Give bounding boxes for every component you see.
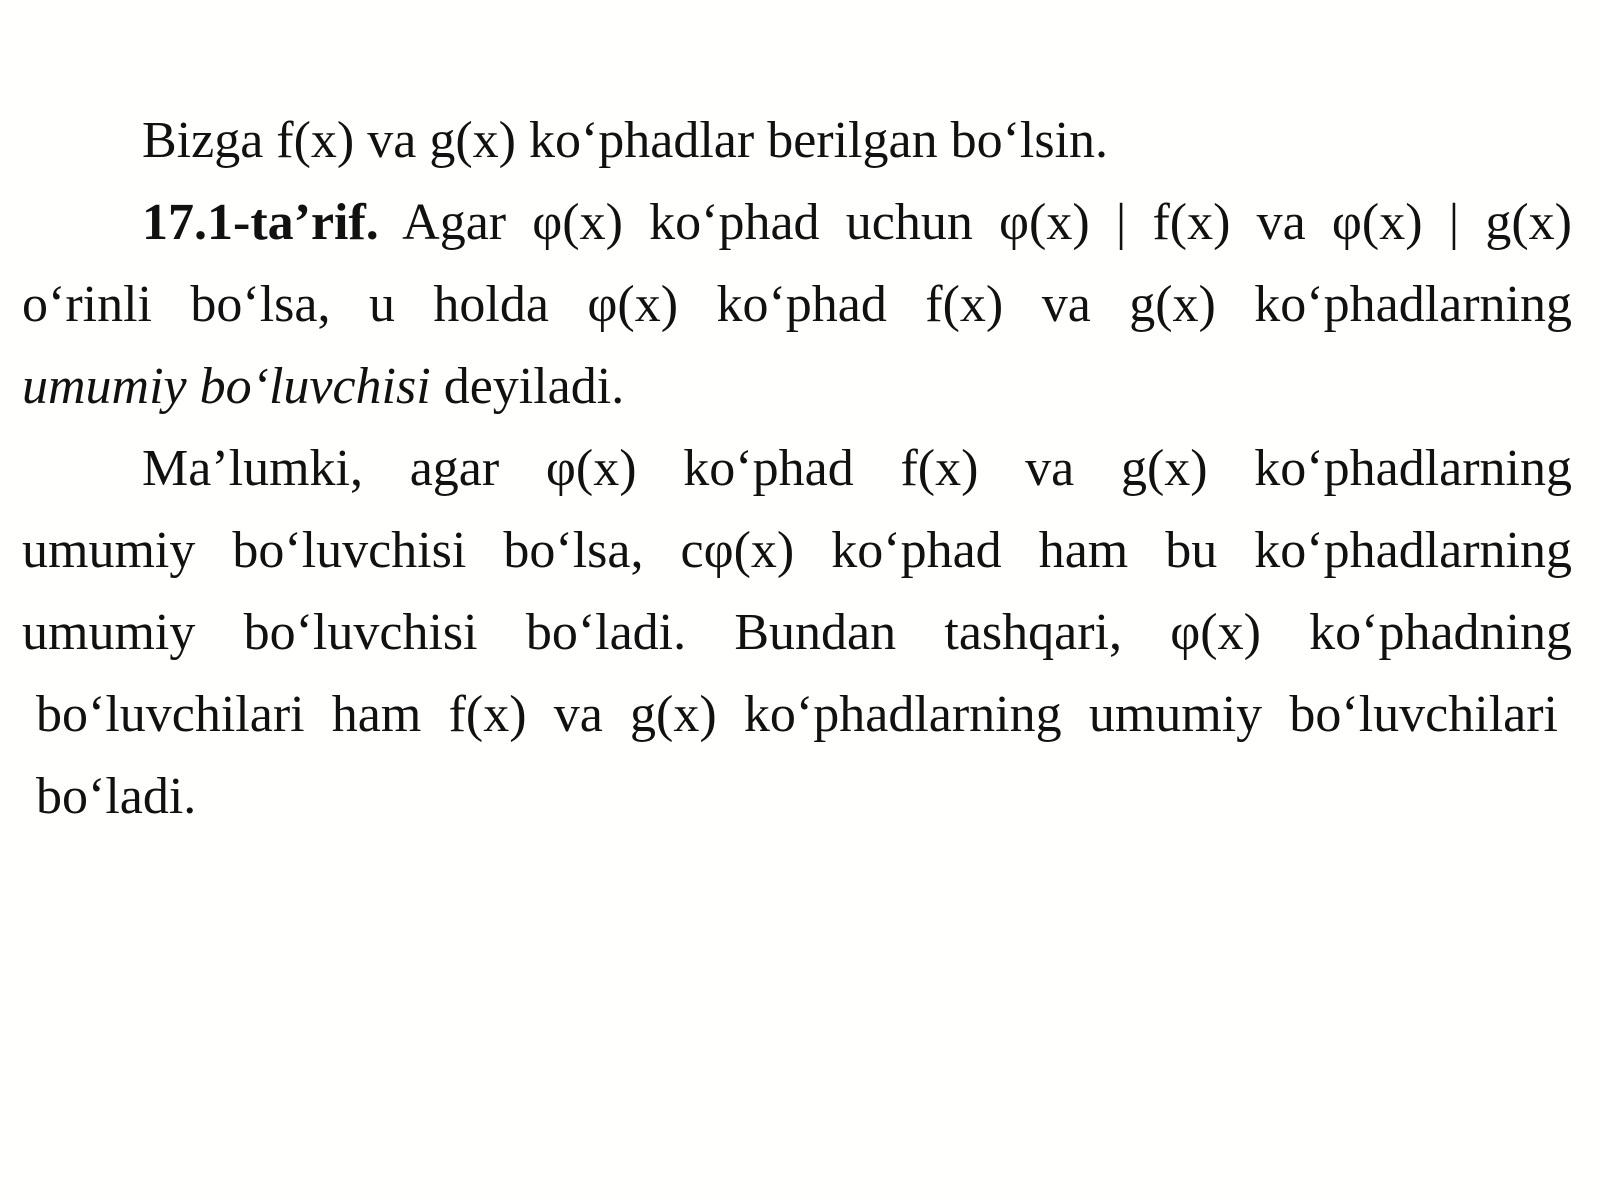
definition-line-1-text: Agar φ(x) ko‘phad uchun φ(x) | f(x) va φ(x) | g(x) [402, 194, 1572, 251]
remark-line-3: umumiy bo‘luvchisi bo‘ladi. Bundan tashqari, φ(x) ko‘phadning [22, 604, 1572, 661]
paragraph-conclusion [22, 674, 1572, 838]
definition-line-1 [22, 182, 1572, 264]
remark-line-2: umumiy bo‘luvchisi bo‘lsa, cφ(x) ko‘phad ham bu ko‘phadlarning [22, 522, 1572, 579]
paragraph-remark [22, 428, 1572, 674]
definition-line-3-rest: deyiladi. [430, 358, 625, 415]
conclusion-line-2: bo‘ladi. [36, 768, 197, 825]
defined-term: umumiy bo‘luvchisi [22, 358, 431, 415]
document-page [22, 100, 1572, 838]
definition-line-3 [22, 346, 1572, 428]
paragraph-intro [22, 100, 1572, 182]
remark-line-1: Ma’lumki, agar φ(x) ko‘phad f(x) va g(x) ko‘phadlarning [142, 440, 1572, 497]
intro-line: Bizga f(x) va g(x) ko‘phadlar berilgan bo‘lsin. [142, 112, 1109, 169]
definition-line-2: o‘rinli bo‘lsa, u holda φ(x) ko‘phad f(x) va g(x) ko‘phadlarning [22, 276, 1572, 333]
paragraph-definition [22, 182, 1572, 428]
definition-label: 17.1-ta’rif. [142, 194, 379, 251]
conclusion-line-1: bo‘luvchilari ham f(x) va g(x) ko‘phadlarning umumiy bo‘luvchilari [36, 686, 1558, 743]
